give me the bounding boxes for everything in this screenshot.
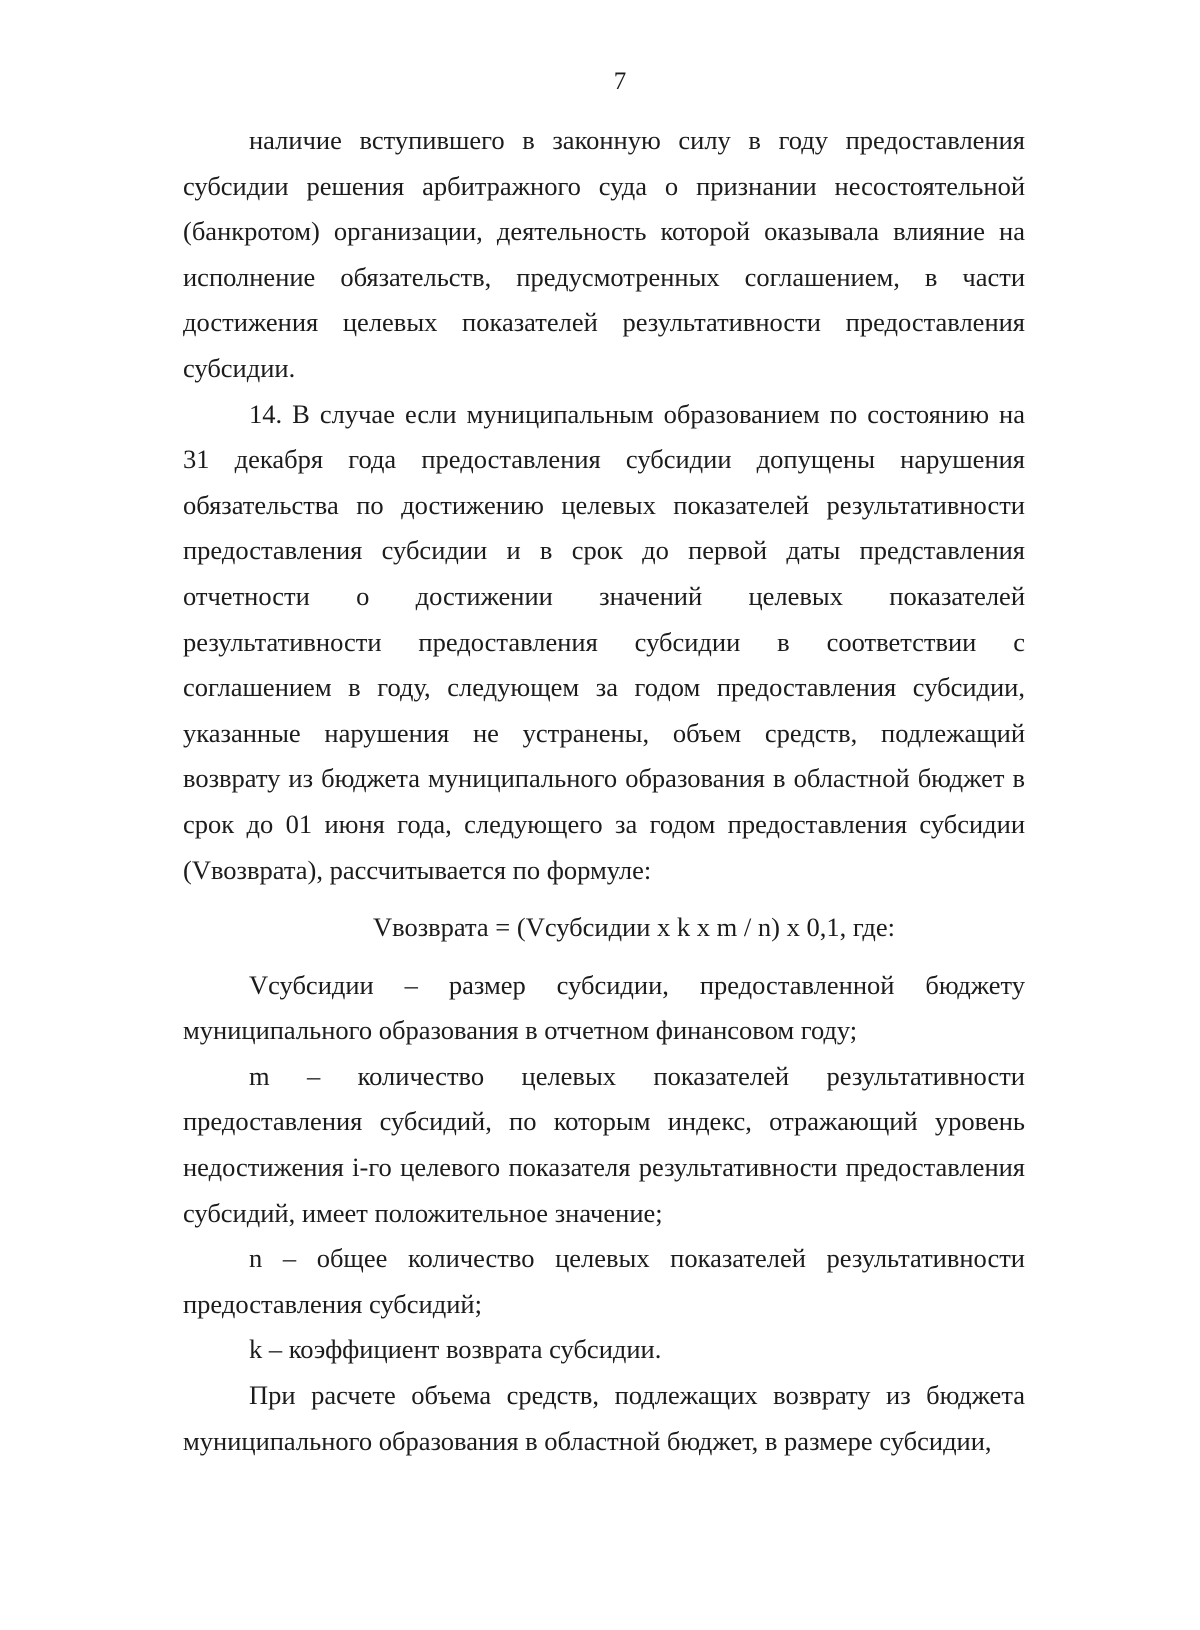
paragraph-calculation-note: При расчете объема средств, подлежащих возврату из бюджета муниципального образования в областной бюджет, в размере субсидии, <box>183 1380 1025 1456</box>
page-number: 7 <box>613 68 627 95</box>
definition-m: m – количество целевых показателей результативности предоставления субсидий, по которым индекс, отражающий уровень недостижения i-го целевого показателя результативности предоставления субсидий, имеет положительное значение; <box>183 1060 1025 1228</box>
definition-n: n – общее количество целевых показателей результативности предоставления субсидий; <box>183 1243 1025 1319</box>
return-formula: Vвозврата = (Vсубсидии x k x m / n) x 0,1, где: <box>372 912 896 943</box>
definition-v-subsidy: Vсубсидии – размер субсидии, предоставленной бюджету муниципального образования в отчетном финансовом году; <box>183 969 1025 1046</box>
document-body <box>183 118 1025 1464</box>
definition-k: k – коэффициент возврата субсидии. <box>249 1334 662 1365</box>
paragraph-bankruptcy-condition: наличие вступившего в законную силу в году предоставления субсидии решения арбитражного суда о признании несостоятельной (банкротом) организации, деятельность которой оказывала влияние на исполнение обязательств, предусмотренных соглашением, в части достижения целевых показателей результативности предоставления субсидии. <box>183 125 1025 383</box>
paragraph-14-return-rule: 14. В случае если муниципальным образованием по состоянию на 31 декабря года предоставления субсидии допущены нарушения обязательства по достижению целевых показателей результативности предоставления субсидии и в срок до первой даты представления отчетности о достижении значений целевых показателей результативности предоставления субсидии в соответствии с соглашением в году, следующем за годом предоставления субсидии, указанные нарушения не устранены, объем средств, подлежащий возврату из бюджета муниципального образования в областной бюджет в срок до 01 июня года, следующего за годом предоставления субсидии (Vвозврата), рассчитывается по формуле: <box>183 398 1025 885</box>
